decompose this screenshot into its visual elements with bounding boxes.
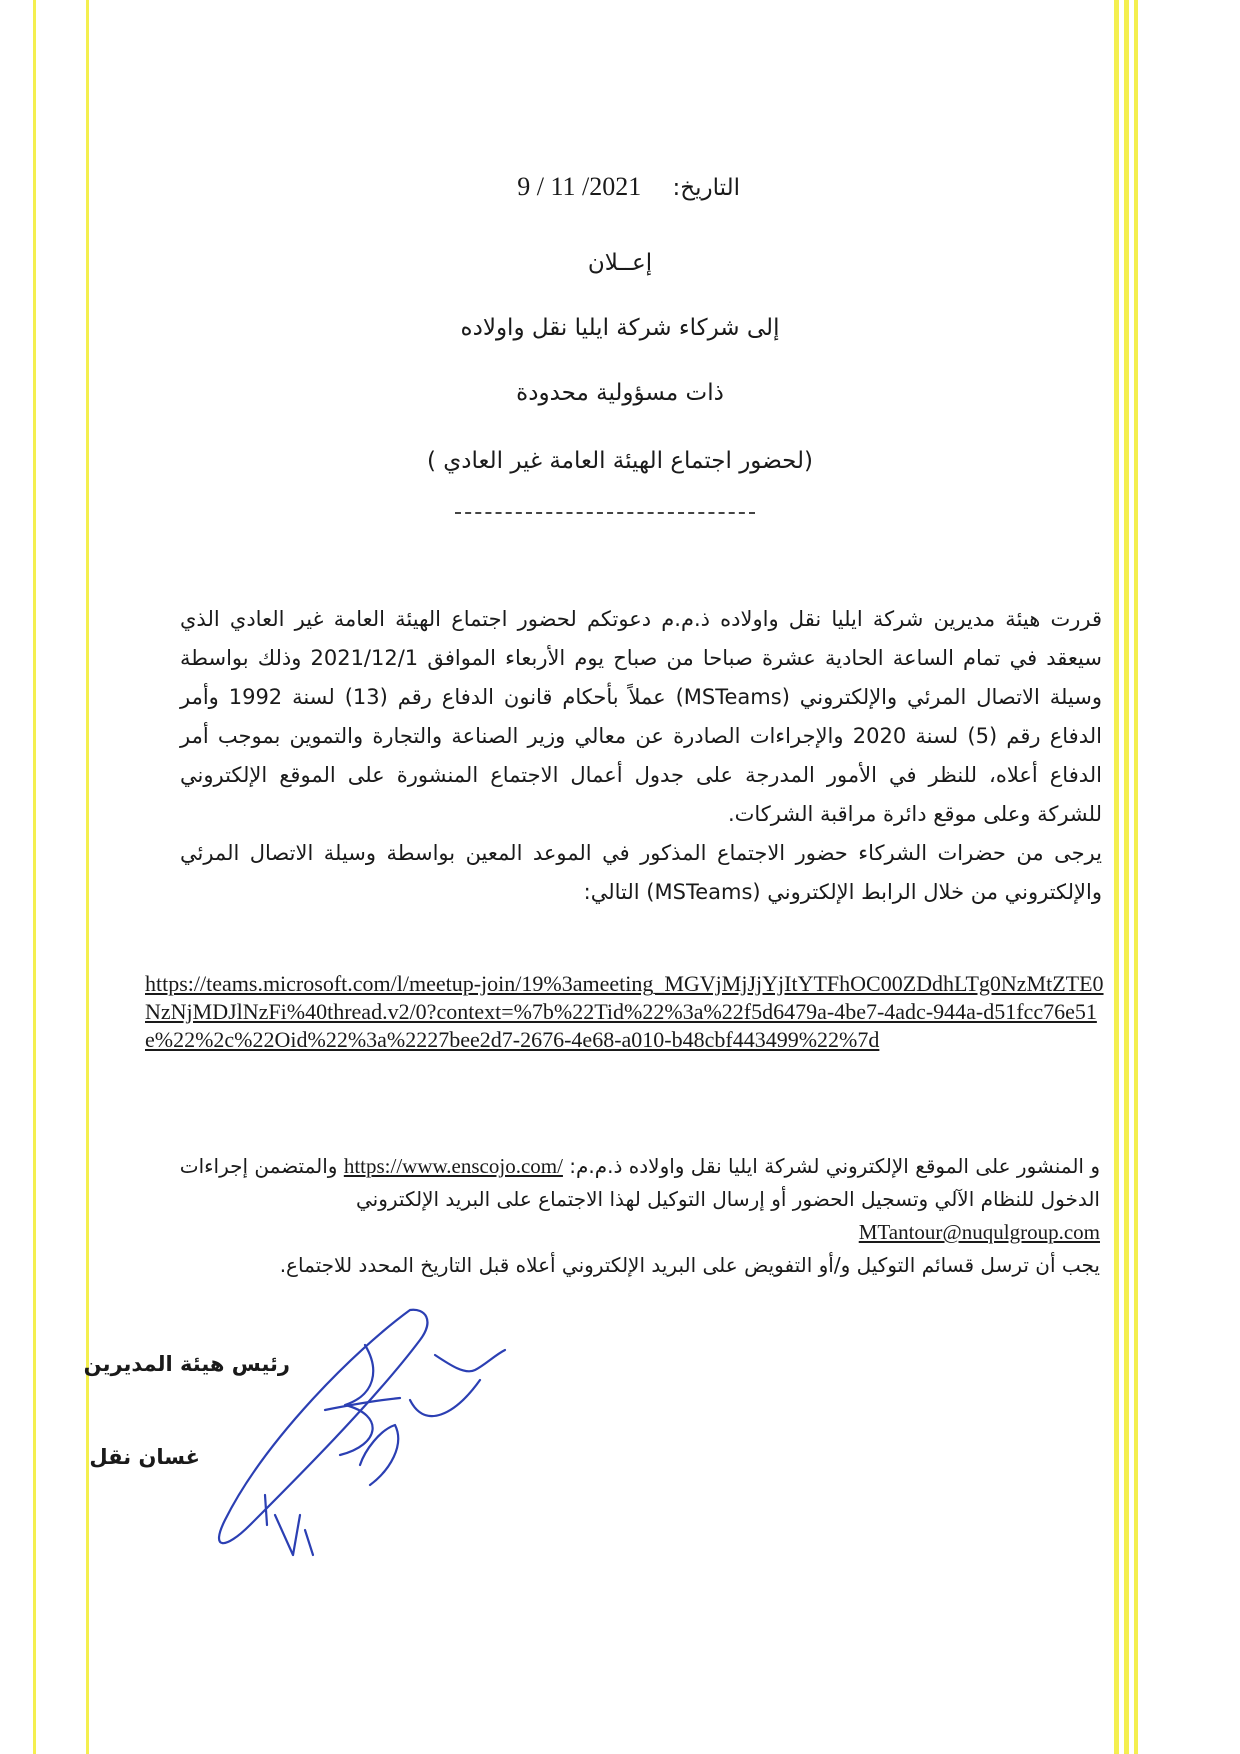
- body-paragraph-1: قررت هيئة مديرين شركة ايليا نقل واولاده ذ.م.م دعوتكم لحضور اجتماع الهيئة العامة غير العادي الذي سيعقد في تمام الساعة الحادية عشرة صباحا من صباح يوم الأربعاء الموافق 2021/12/1 وذلك بواسطة وسيلة الاتصال المرئي والإلكتروني (MSTeams) عملاً بأحكام قانون الدفاع رقم (13) لسنة 1992 وأمر الدفاع رقم (5) لسنة 2020 والإجراءات الصادرة عن معالي وزير الصناعة والتجارة والتموين بموجب أمر الدفاع أعلاه، للنظر في الأمور المدرجة على جدول أعمال الاجتماع المنشورة على الموقع الإلكتروني للشركة وعلى موقع دائرة مراقبة الشركات.: [180, 607, 1102, 826]
- date-label: التاريخ:: [672, 175, 740, 201]
- signatory-name: غسان نقل: [89, 1445, 200, 1469]
- notice-closing: يجب أن ترسل قسائم التوكيل و/أو التفويض على البريد الإلكتروني أعلاه قبل التاريخ المحدد للاجتماع.: [279, 1253, 1100, 1277]
- website-link[interactable]: https://www.enscojo.com/: [343, 1154, 563, 1178]
- date-value: 9 / 11 /2021: [517, 172, 642, 201]
- date-line: [480, 172, 740, 202]
- purpose-line: (لحضور اجتماع الهيئة العامة غير العادي ): [427, 448, 813, 474]
- company-type-line: ذات مسؤولية محدودة: [516, 380, 724, 406]
- recipients-line: إلى شركاء شركة ايليا نقل واولاده: [460, 315, 780, 341]
- handwritten-signature-icon: [205, 1280, 525, 1570]
- body-paragraph-2: يرجى من حضرات الشركاء حضور الاجتماع المذكور في الموعد المعين بواسطة وسيلة الاتصال المرئي والإلكتروني من خلال الرابط الإلكتروني (MSTeams) التالي:: [180, 841, 1102, 904]
- teams-meeting-link[interactable]: https://teams.microsoft.com/l/meetup-join/19%3ameeting_MGVjMjJjYjItYTFhOC00ZDdhLTg0NzMtZTE0NzNjMDJlNzFi%40thread.v2/0?context=%7b%22Tid%22%3a%22f5d6479a-4be7-4adc-944a-d51fcc76e51e%22%2c%22Oid%22%3a%2227bee2d7-2676-4e68-a010-b48cbf443499%22%7d: [145, 971, 1104, 1052]
- email-link[interactable]: MTantour@nuqulgroup.com: [858, 1220, 1100, 1244]
- notice-block: [150, 1150, 1100, 1282]
- separator-dashes: [455, 512, 755, 514]
- announcement-title: إعــلان: [587, 250, 653, 276]
- notice-suffix: والمتضمن إجراءات الدخول للنظام الآلي وتسجيل الحضور أو إرسال التوكيل لهذا الاجتماع على البريد الإلكتروني: [179, 1154, 1100, 1211]
- notice-prefix: و المنشور على الموقع الإلكتروني لشركة ايليا نقل واولاده ذ.م.م:: [569, 1154, 1100, 1178]
- body-text: [180, 600, 1102, 912]
- signatory-title: رئيس هيئة المديرين: [83, 1352, 290, 1376]
